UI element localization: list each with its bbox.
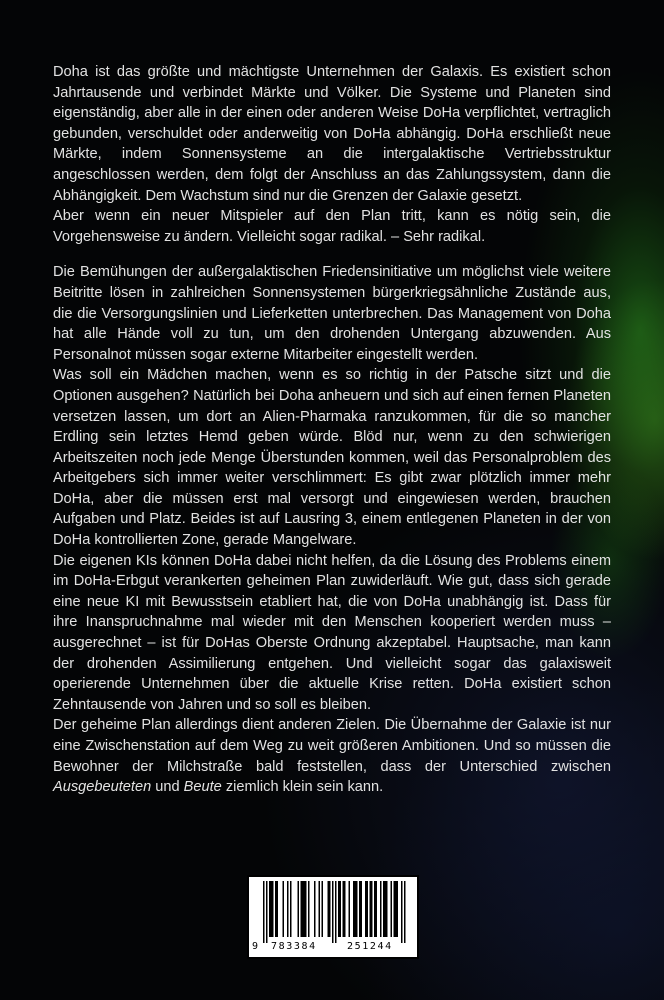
barcode-bar xyxy=(371,881,373,937)
blurb-paragraph-2: Aber wenn ein neuer Mitspieler auf den Plan tritt, kann es nötig sein, die Vorgehensweise zu ändern. Vielleicht sogar radikal. – Sehr radikal. xyxy=(53,208,611,245)
barcode-bar xyxy=(344,881,346,937)
barcode-digits xyxy=(249,941,417,955)
barcode-bar xyxy=(272,881,274,937)
barcode-bar xyxy=(383,881,385,937)
barcode-bar xyxy=(269,881,271,937)
blurb-paragraph-3: Die Bemühungen der außergalaktischen Friedensinitiative um möglichst viele weitere Beitritte lösen in zahlreichen Sonnensystemen bürgerkriegsähnliche Zustände aus, die die Versorgungslinien und Lieferketten unterbrechen. Das Management von Doha hat alle Hände voll zu tun, um den drohenden Untergang abzuwenden. Aus Personalnot müssen sogar externe Mitarbeiter eingestellt werden. xyxy=(53,264,611,363)
blurb-p6-mid: und xyxy=(151,779,184,796)
barcode-bar xyxy=(374,881,376,937)
barcode-digits-left: 783384 xyxy=(271,941,317,952)
barcode-bar xyxy=(376,881,378,937)
barcode-bar xyxy=(290,881,292,937)
barcode-bar xyxy=(301,881,303,937)
barcode-bar xyxy=(356,881,358,937)
blurb-paragraph-4: Was soll ein Mädchen machen, wenn es so richtig in der Patsche sitzt und die Optionen ausgehen? Natürlich bei Doha anheuern und sich auf einen fernen Planeten versetzen lassen, um dort an Alien-Pharmaka ranzukommen, für die so mancher Erdling sein letztes Hemd geben würde. Blöd nur, wenn zu den schwierigen Arbeitszeiten noch jede Menge Überstunden kommen, weil das Personalproblem des Arbeitgebers sich immer weiter verschlimmert: Es gibt zwar plötzlich immer mehr DoHa, aber die müssen erst mal versorgt und eingewiesen werden, brauchen Aufgaben und Platz. Beides ist auf Lausring 3, einem entlegenen Planeten in der von DoHa kontrollierten Zone, gerade Mangelware. xyxy=(53,367,611,549)
barcode-bar xyxy=(302,881,304,937)
barcode-digits-right: 251244 xyxy=(347,941,393,952)
barcode-bar xyxy=(353,881,355,937)
barcode-bar xyxy=(401,881,403,943)
isbn-barcode xyxy=(247,875,419,959)
blurb-p6-start: Der geheime Plan allerdings dient anderen Zielen. Die Übernahme der Galaxie ist nur eine Zwischenstation auf dem Weg zu weit größeren Ambitionen. Und so müssen die Bewohner der Milchstraße bald feststellen, dass der Unterschied zwischen xyxy=(53,717,611,775)
barcode-bar xyxy=(391,881,393,937)
barcode-bar xyxy=(365,881,367,937)
barcode-bars xyxy=(253,881,415,943)
barcode-bar xyxy=(395,881,397,937)
barcode-bar xyxy=(263,881,265,943)
barcode-bar xyxy=(397,881,399,937)
blurb-paragraph-5: Die eigenen KIs können DoHa dabei nicht helfen, da die Lösung des Problems einem im DoHa-Erbgut verankerten geheimen Plan zuwiderläuft. Wie gut, dass sich gerade eine neue KI mit Bewusstsein etabliert hat, die von DoHa unabhängig ist. Dass für ihre Inanspruchnahme mal wieder mit den Menschen kooperiert werden muss – ausgerechnet – ist für DoHas Oberste Ordnung akzeptabel. Hauptsache, man kann der drohenden Assimilierung entgehen. Und vielleicht sogar das galaxisweit operierende Unternehmen über die aktuelle Krise retten. DoHa existiert schon Zehntausende von Jahren und so soll es bleiben. xyxy=(53,552,611,713)
barcode-bar xyxy=(359,881,361,937)
barcode-bar xyxy=(319,881,321,937)
barcode-bar xyxy=(338,881,340,937)
barcode-bar xyxy=(355,881,357,937)
barcode-bar xyxy=(328,881,330,937)
barcode-bar xyxy=(404,881,406,943)
blurb-p6-emphasis-2: Beute xyxy=(183,779,222,796)
back-cover-blurb xyxy=(53,62,611,798)
barcode-bar xyxy=(349,881,351,937)
barcode-bar xyxy=(380,881,382,937)
barcode-digit-first: 9 xyxy=(252,941,259,952)
barcode-bar xyxy=(367,881,369,937)
barcode-bar xyxy=(277,881,279,937)
barcode-bar xyxy=(287,881,289,937)
barcode-bar xyxy=(305,881,307,937)
barcode-bar xyxy=(283,881,285,937)
blurb-paragraph-1: Doha ist das größte und mächtigste Unternehmen der Galaxis. Es existiert schon Jahrtausende und verbindet Märkte und Völker. Die Systeme und Planeten sind eigenständig, aber alle in der einen oder anderen Weise DoHa verpflichtet, vertraglich gebunden, verschuldet oder anderweitig von DoHa abhängig. DoHa erschließt neue Märkte, indem Sonnensysteme an die intergalaktische Vertriebsstruktur angeschlossen werden, dem folgt der Anschluss an das Zahlungssystem, dann die Abhängigkeit. Dem Wachstum sind nur die Grenzen der Galaxie gesetzt. xyxy=(53,64,611,204)
barcode-bar xyxy=(385,881,387,937)
barcode-bar xyxy=(298,881,300,937)
barcode-bar xyxy=(335,881,337,943)
barcode-bar xyxy=(370,881,372,937)
barcode-bar xyxy=(322,881,324,937)
barcode-bar xyxy=(271,881,273,937)
barcode-bar xyxy=(394,881,396,937)
barcode-bar xyxy=(386,881,388,937)
barcode-bar xyxy=(314,881,316,937)
barcode-bar xyxy=(332,881,334,943)
blurb-p6-emphasis-1: Ausgebeuteten xyxy=(53,779,152,796)
barcode-bar xyxy=(361,881,363,937)
barcode-bar xyxy=(308,881,310,937)
blurb-p6-end: ziemlich klein sein kann. xyxy=(221,779,384,796)
barcode-bar xyxy=(304,881,306,937)
barcode-bar xyxy=(275,881,277,937)
blurb-paragraph-6 xyxy=(53,715,611,797)
barcode-bar xyxy=(340,881,342,937)
barcode-bar xyxy=(329,881,331,937)
barcode-bar xyxy=(343,881,345,937)
barcode-bar xyxy=(266,881,268,943)
